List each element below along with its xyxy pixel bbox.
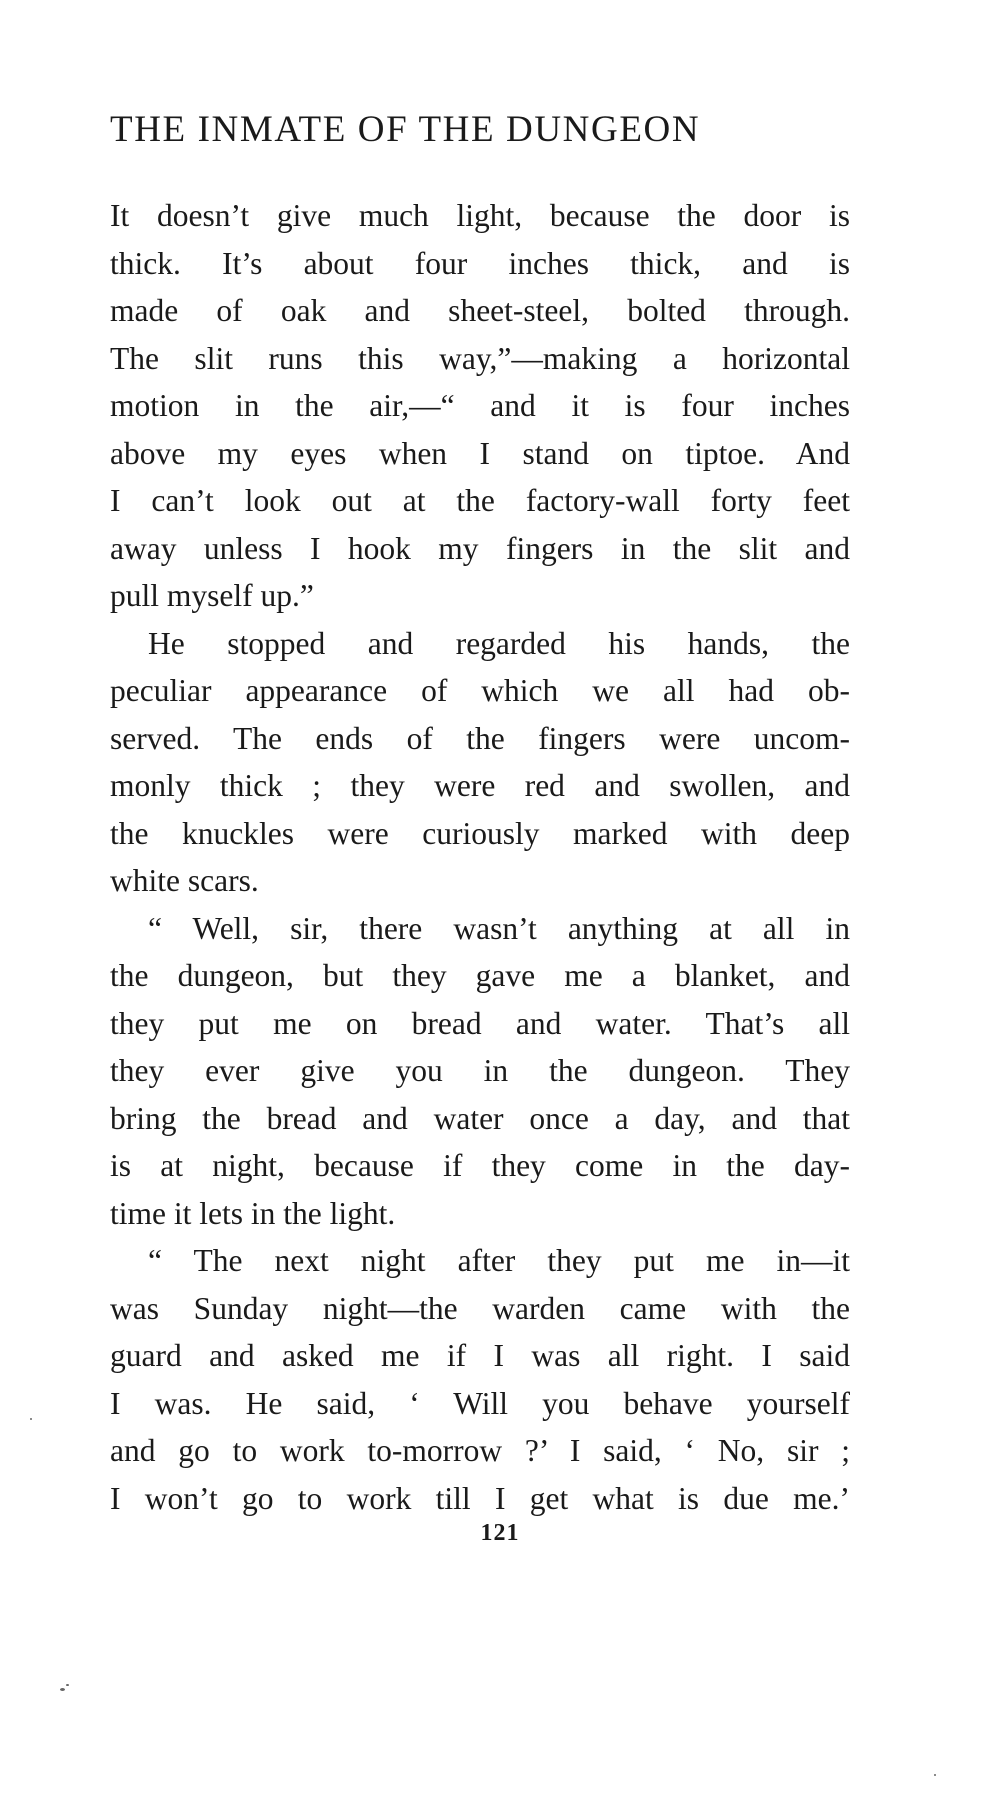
text-line: they ever give you in the dungeon. They — [110, 1053, 850, 1088]
paragraph-4 — [110, 1237, 850, 1522]
text-line: “ The next night after they put me in—it — [148, 1243, 850, 1278]
text-line: I can’t look out at the factory-wall forty feet — [110, 483, 850, 518]
scan-speck — [60, 1688, 65, 1691]
text-line: above my eyes when I stand on tiptoe. And — [110, 435, 850, 471]
text-line: pull myself up.” — [110, 578, 314, 613]
page-number: 121 — [480, 1520, 520, 1546]
text-line: and go to work to-morrow ?’ I said, ‘ No, sir ; — [110, 1433, 850, 1468]
text-line: they put me on bread and water. That’s all — [110, 1005, 850, 1041]
text-line: “ Well, sir, there wasn’t anything at all in — [148, 910, 850, 946]
text-line: I won’t go to work till I get what is due me.’ — [110, 1480, 850, 1516]
text-line: He stopped and regarded his hands, the — [148, 625, 850, 661]
text-line: served. The ends of the fingers were uncom- — [110, 720, 850, 756]
text-line: guard and asked me if I was all right. I said — [110, 1338, 850, 1373]
text-line: away unless I hook my fingers in the slit and — [110, 530, 850, 566]
text-line: white scars. — [110, 863, 259, 898]
text-line: bring the bread and water once a day, and that — [110, 1100, 850, 1136]
text-line: peculiar appearance of which we all had ob- — [110, 673, 850, 708]
text-line: The slit runs this way,”—making a horizontal — [110, 340, 850, 376]
scan-speck — [66, 1684, 69, 1686]
text-line: was Sunday night—the warden came with the — [110, 1290, 850, 1326]
text-line: motion in the air,—“ and it is four inches — [110, 388, 850, 423]
text-line: thick. It’s about four inches thick, and is — [110, 245, 850, 281]
body-text — [110, 192, 850, 1522]
running-head: THE INMATE OF THE DUNGEON — [110, 109, 701, 150]
text-line: I was. He said, ‘ Will you behave yourself — [110, 1385, 850, 1421]
paragraph-2 — [110, 620, 850, 905]
scan-speck — [934, 1774, 936, 1776]
text-line: the knuckles were curiously marked with deep — [110, 815, 850, 851]
paragraph-3 — [110, 905, 850, 1238]
text-line: made of oak and sheet-steel, bolted through. — [110, 293, 850, 328]
scan-speck — [30, 1418, 32, 1420]
text-line: It doesn’t give much light, because the door is — [110, 198, 850, 233]
text-line: the dungeon, but they gave me a blanket, and — [110, 958, 850, 993]
paragraph-1 — [110, 192, 850, 620]
text-line: is at night, because if they come in the day- — [110, 1148, 850, 1183]
text-line: time it lets in the light. — [110, 1195, 396, 1231]
text-line: monly thick ; they were red and swollen, and — [110, 768, 850, 803]
